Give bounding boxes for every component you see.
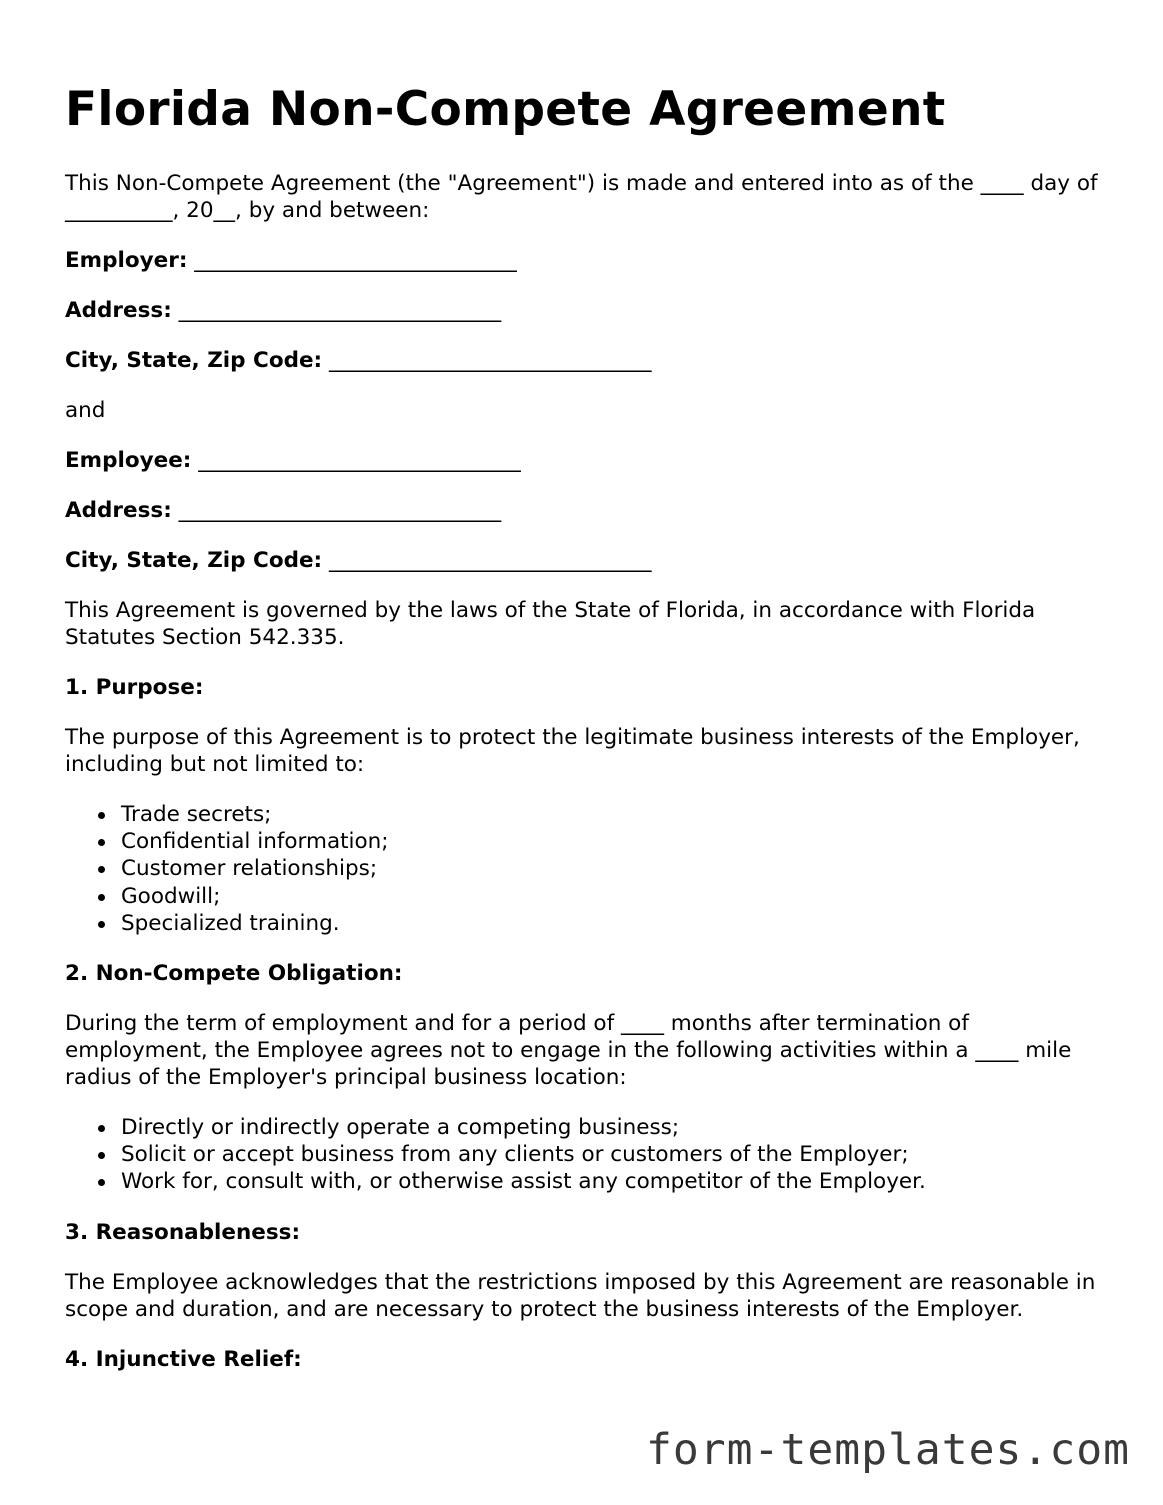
non-compete-list xyxy=(65,1114,1105,1196)
list-item: Directly or indirectly operate a competing business; xyxy=(121,1114,1105,1141)
employee-name-blank[interactable]: ______________________________ xyxy=(198,448,521,473)
employer-address-field[interactable] xyxy=(65,297,1105,324)
employer-address-blank[interactable]: ______________________________ xyxy=(178,298,502,323)
employee-city-field[interactable] xyxy=(65,547,1105,574)
governing-law-paragraph: This Agreement is governed by the laws of the State of Florida, in accordance with Florida Statutes Section 542.335. xyxy=(65,598,1036,650)
employee-city-label: City, State, Zip Code: xyxy=(65,548,323,573)
section-body-reasonableness: The Employee acknowledges that the restrictions imposed by this Agreement are reasonable in scope and duration, and are necessary to protect the business interests of the Employer. xyxy=(65,1269,1096,1322)
employer-name-blank[interactable]: ______________________________ xyxy=(194,248,517,273)
employee-name-label: Employee: xyxy=(65,448,192,473)
employer-city-blank[interactable]: ______________________________ xyxy=(329,348,652,373)
employee-address-field[interactable] xyxy=(65,497,1105,524)
employer-name-field[interactable] xyxy=(65,247,1105,274)
list-item: Goodwill; xyxy=(121,883,1105,910)
list-item: Confidential information; xyxy=(121,828,1105,855)
document-title: Florida Non-Compete Agreement xyxy=(65,82,946,137)
and-text: and xyxy=(65,398,106,423)
section-heading-non-compete: 2. Non-Compete Obligation: xyxy=(65,961,403,987)
employer-name-label: Employer: xyxy=(65,248,188,273)
employer-address-label: Address: xyxy=(65,298,172,323)
list-item: Specialized training. xyxy=(121,910,1105,937)
intro-paragraph: This Non-Compete Agreement (the "Agreement") is made and entered into as of the ____ day of __________, 20__, by and between: xyxy=(65,171,1098,223)
employee-name-field[interactable] xyxy=(65,447,1105,474)
list-item: Customer relationships; xyxy=(121,855,1105,882)
section-heading-reasonableness: 3. Reasonableness: xyxy=(65,1219,301,1245)
list-item: Solicit or accept business from any clients or customers of the Employer; xyxy=(121,1141,1105,1168)
employee-city-blank[interactable]: ______________________________ xyxy=(329,548,652,573)
list-item: Trade secrets; xyxy=(121,801,1105,828)
section-heading-purpose: 1. Purpose: xyxy=(65,675,204,700)
employer-city-label: City, State, Zip Code: xyxy=(65,348,323,373)
purpose-list xyxy=(65,801,1105,937)
document-page xyxy=(65,80,1105,1373)
list-item: Work for, consult with, or otherwise assist any competitor of the Employer. xyxy=(121,1168,1105,1195)
section-body-non-compete: During the term of employment and for a period of ____ months after termination of employment, the Employee agrees not to engage in the following activities within a ____ mile radius of the Employer's principal business location: xyxy=(65,1011,1072,1091)
employee-address-blank[interactable]: ______________________________ xyxy=(178,498,502,523)
section-heading-injunctive-relief: 4. Injunctive Relief: xyxy=(65,1346,302,1372)
employer-city-field[interactable] xyxy=(65,347,1105,374)
watermark-text: form-templates.com xyxy=(646,1425,1130,1475)
section-body-purpose: The purpose of this Agreement is to protect the legitimate business interests of the Employer, including but not limited to: xyxy=(65,725,1080,777)
employee-address-label: Address: xyxy=(65,498,172,523)
